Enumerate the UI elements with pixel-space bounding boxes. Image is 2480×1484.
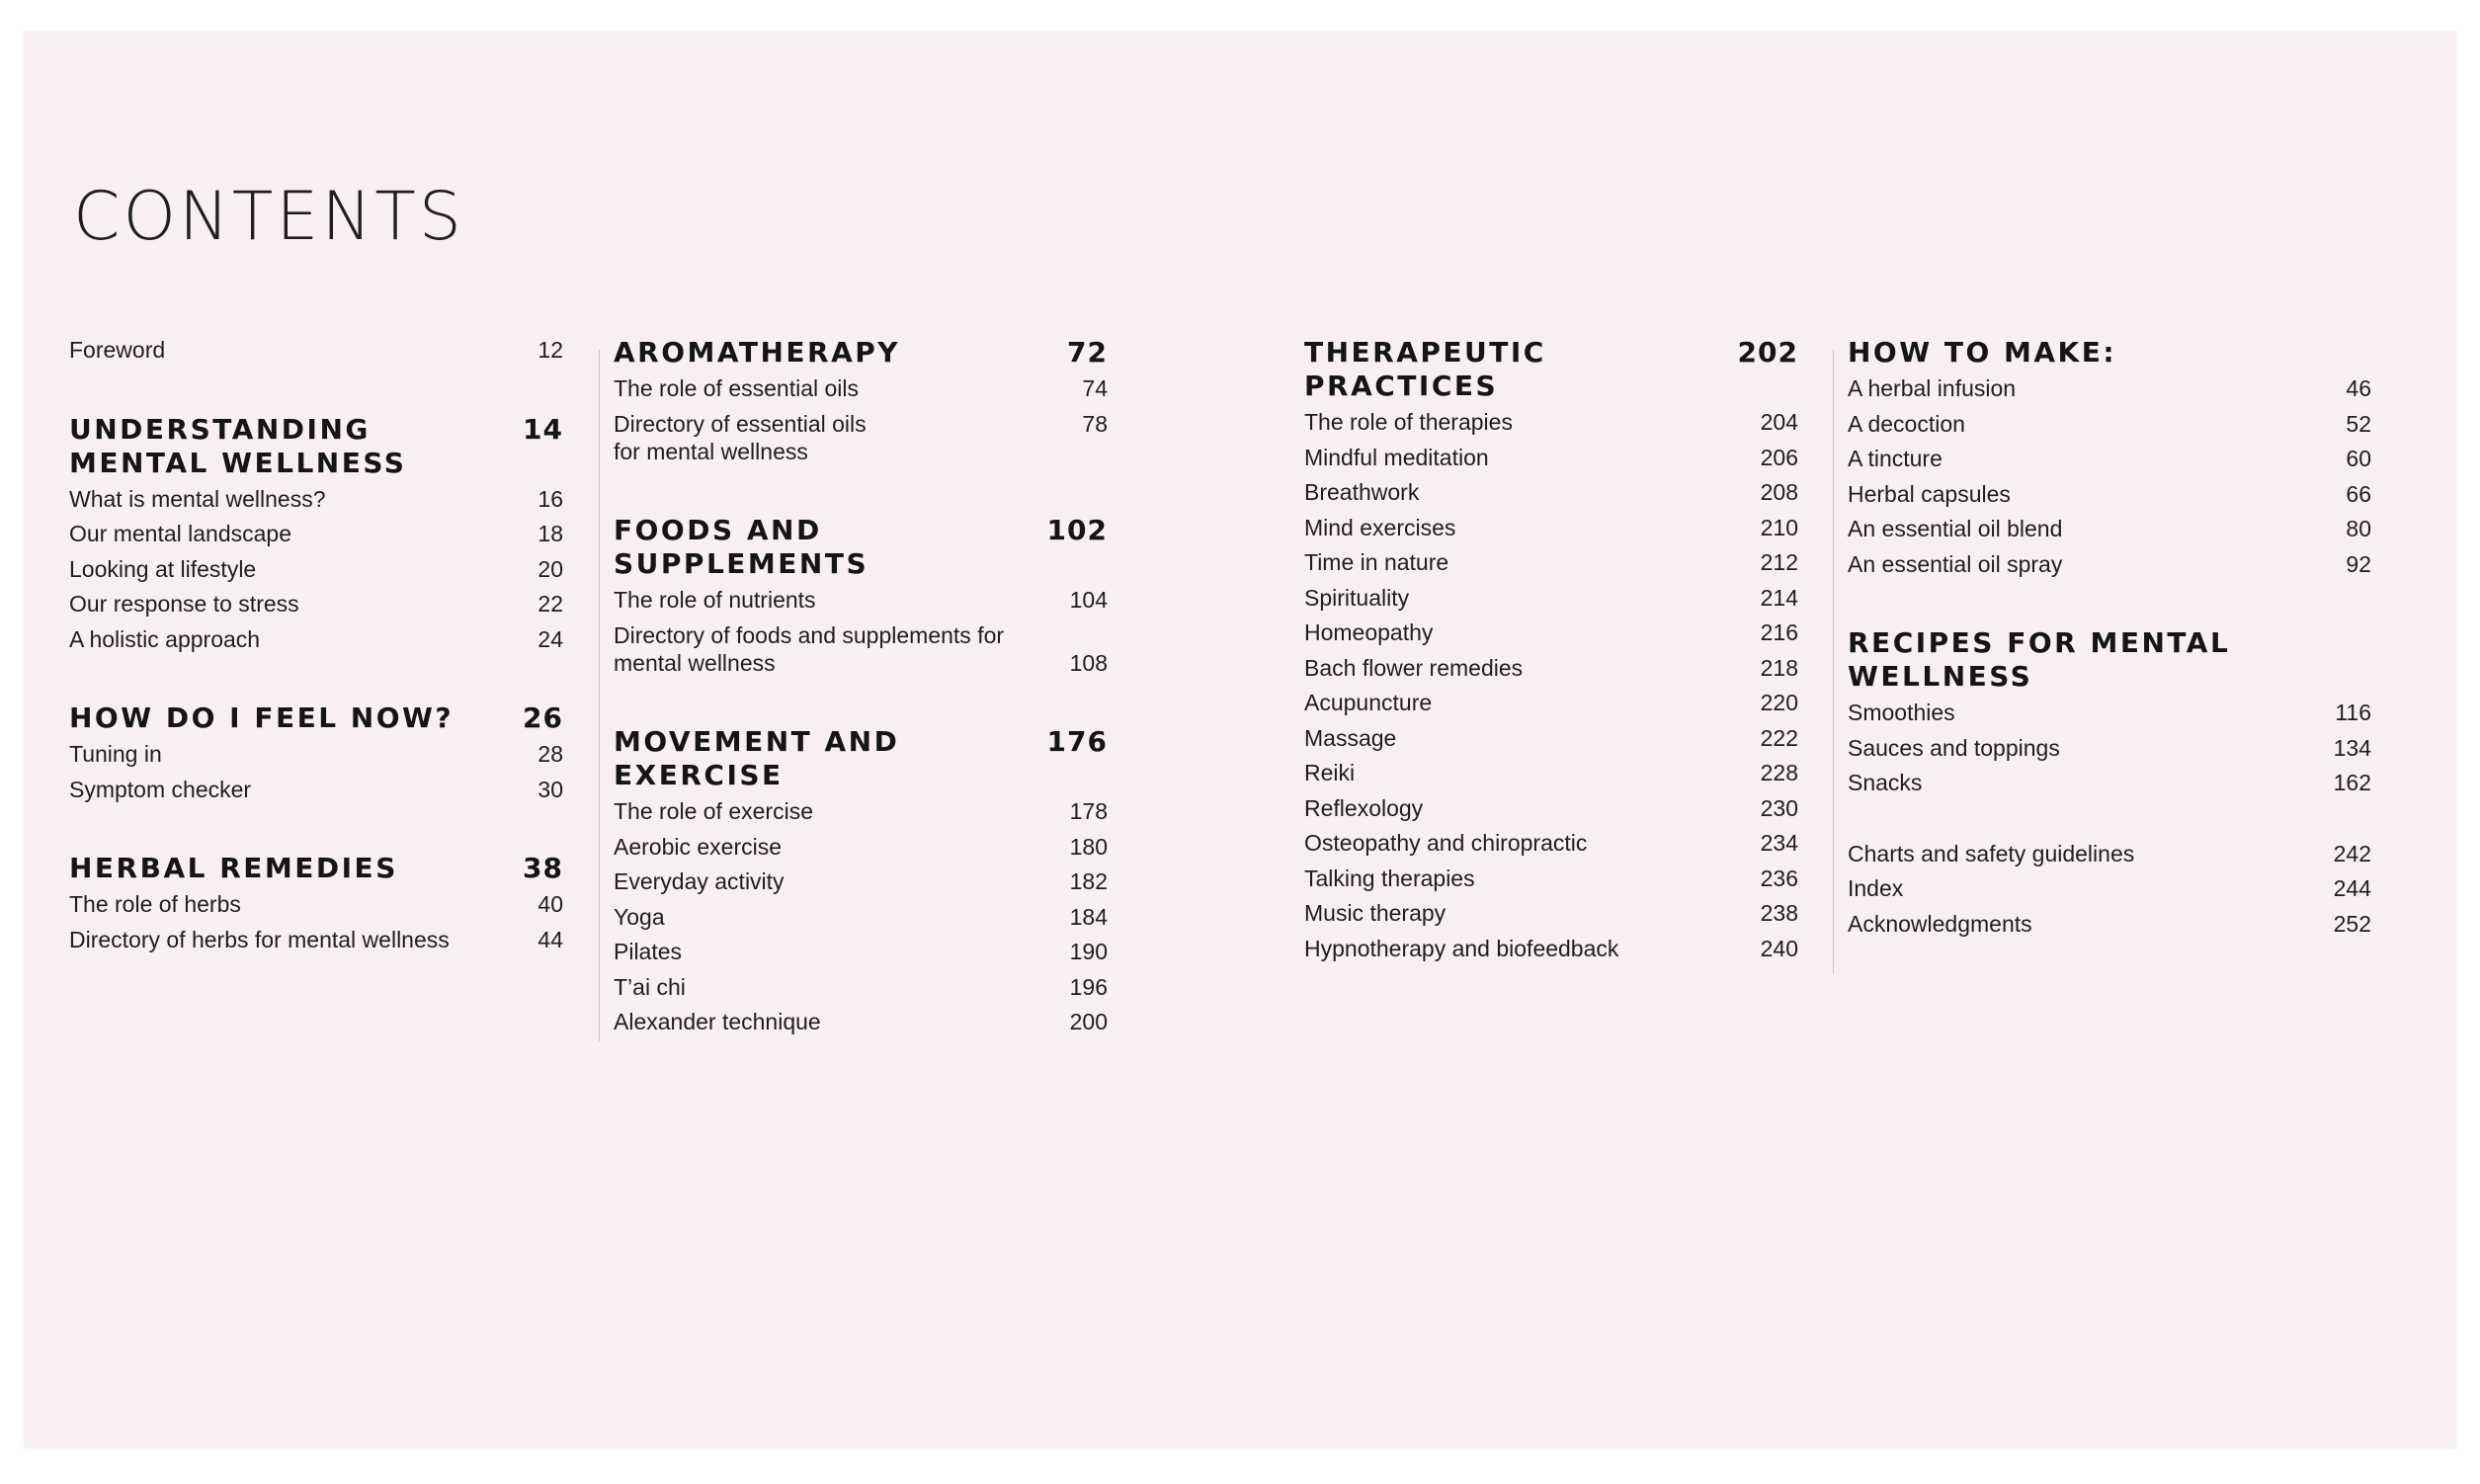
entry-page-number: 206: [1760, 444, 1798, 470]
section-title: RECIPES FOR MENTAL WELLNESS: [1848, 626, 2231, 693]
toc-entry[interactable]: [1848, 910, 2371, 938]
toc-entry[interactable]: [614, 867, 1108, 895]
entry-title: Our response to stress: [69, 591, 299, 617]
section-heading[interactable]: [614, 336, 1108, 370]
toc-entry[interactable]: [1304, 865, 1798, 892]
section-title: THERAPEUTIC PRACTICES: [1304, 336, 1546, 402]
entry-page-number: 238: [1760, 900, 1798, 926]
entry-page-number: 182: [1069, 868, 1108, 894]
section-title: FOODS AND SUPPLEMENTS: [614, 514, 869, 580]
entry-title: Symptom checker: [69, 776, 252, 802]
entry-title: Charts and safety guidelines: [1848, 840, 2135, 866]
entry-title: An essential oil blend: [1848, 516, 2063, 541]
entry-title: Everyday activity: [614, 868, 785, 894]
entry-page-number: 18: [537, 521, 563, 546]
entry-page-number: 20: [537, 555, 563, 582]
entry-title: The role of therapies: [1304, 409, 1513, 435]
entry-title: Smoothies: [1848, 700, 1955, 725]
toc-entry[interactable]: [1848, 874, 2371, 902]
toc-entry[interactable]: [1304, 724, 1798, 752]
entry-title: Index: [1848, 875, 1904, 901]
entry-title: Homeopathy: [1304, 619, 1434, 645]
toc-entry[interactable]: [614, 938, 1108, 965]
toc-entry[interactable]: [1304, 444, 1798, 471]
entry-page-number: 242: [2333, 840, 2371, 866]
toc-entry[interactable]: [1304, 584, 1798, 612]
entry-page-number: 40: [537, 891, 563, 917]
section-heading[interactable]: [614, 514, 1108, 581]
entry-title: Pilates: [614, 939, 683, 964]
section-gap: [69, 810, 563, 852]
toc-entry[interactable]: [1848, 699, 2371, 726]
entry-page-number: 244: [2333, 875, 2371, 901]
entry-title: T’ai chi: [614, 973, 686, 1000]
toc-entry[interactable]: [1304, 935, 1798, 962]
entry-page-number: 210: [1760, 514, 1798, 540]
entry-title: Foreword: [69, 337, 166, 363]
toc-column-3: [1304, 336, 1798, 969]
toc-entry[interactable]: [614, 621, 1108, 677]
section-heading[interactable]: [69, 852, 563, 885]
entry-title: Directory of essential oils for mental wellness: [614, 410, 867, 464]
toc-entry[interactable]: [614, 797, 1108, 825]
entry-page-number: 216: [1760, 619, 1798, 645]
section-page-number: 38: [523, 852, 563, 884]
toc-entry[interactable]: [614, 410, 1108, 465]
entry-title: Our mental landscape: [69, 521, 292, 546]
toc-entry[interactable]: [1304, 548, 1798, 576]
entry-page-number: 162: [2333, 770, 2371, 795]
section-heading[interactable]: [614, 725, 1108, 792]
entry-title: A holistic approach: [69, 625, 261, 652]
section-heading[interactable]: [69, 413, 563, 480]
entry-page-number: 234: [1760, 830, 1798, 856]
entry-title: Tuning in: [69, 741, 162, 767]
entry-page-number: 52: [2346, 410, 2371, 437]
section-page-number: 202: [1737, 336, 1798, 369]
toc-entry[interactable]: [1848, 480, 2371, 508]
entry-title: Alexander technique: [614, 1009, 821, 1034]
entry-page-number: 222: [1760, 724, 1798, 751]
toc-entry[interactable]: [1304, 689, 1798, 716]
section-title: UNDERSTANDING MENTAL WELLNESS: [69, 412, 407, 479]
toc-entry[interactable]: [69, 625, 563, 653]
toc-column-2: [614, 336, 1108, 1043]
section-gap: [614, 472, 1108, 514]
toc-entry[interactable]: [614, 903, 1108, 931]
entry-page-number: 240: [1760, 935, 1798, 961]
toc-entry[interactable]: [614, 1008, 1108, 1035]
entry-title: A decoction: [1848, 410, 1965, 437]
section-heading[interactable]: [1304, 336, 1798, 403]
entry-title: The role of nutrients: [614, 587, 816, 613]
toc-entry[interactable]: [614, 973, 1108, 1001]
entry-title: Osteopathy and chiropractic: [1304, 830, 1588, 856]
entry-page-number: 22: [537, 591, 563, 617]
toc-entry[interactable]: [1304, 829, 1798, 857]
section-title: MOVEMENT AND EXERCISE: [614, 725, 900, 791]
section-page-number: 14: [523, 412, 563, 446]
entry-page-number: 104: [1069, 587, 1108, 613]
entry-title: Reiki: [1304, 760, 1356, 785]
entry-title: Acupuncture: [1304, 690, 1433, 715]
section-gap: [614, 684, 1108, 725]
toc-entry[interactable]: [69, 336, 563, 364]
entry-title: Mind exercises: [1304, 514, 1456, 540]
entry-page-number: 180: [1069, 833, 1108, 860]
entry-title: Reflexology: [1304, 794, 1424, 821]
entry-page-number: 80: [2346, 516, 2371, 541]
entry-title: Directory of foods and supplements for mental wellness: [614, 621, 1005, 676]
toc-entry[interactable]: [1848, 550, 2371, 578]
entry-page-number: 60: [2346, 446, 2371, 471]
toc-entry[interactable]: [69, 555, 563, 583]
toc-entry[interactable]: [69, 590, 563, 618]
entry-page-number: 208: [1760, 479, 1798, 505]
entry-page-number: 28: [537, 741, 563, 767]
entry-title: Breathwork: [1304, 479, 1420, 505]
section-title: AROMATHERAPY: [614, 336, 901, 369]
section-page-number: 26: [523, 701, 563, 734]
toc-entry[interactable]: [1304, 654, 1798, 682]
entry-title: An essential oil spray: [1848, 550, 2063, 577]
toc-entry[interactable]: [1848, 734, 2371, 762]
page-title: CONTENTS: [73, 178, 464, 256]
toc-column-4: [1848, 336, 2371, 945]
entry-title: A herbal infusion: [1848, 375, 2017, 401]
column-divider-left: [599, 350, 600, 1041]
toc-entry[interactable]: [69, 890, 563, 918]
entry-page-number: 92: [2346, 550, 2371, 577]
entry-page-number: 108: [1069, 649, 1108, 676]
entry-page-number: 116: [2335, 700, 2371, 725]
entry-title: Talking therapies: [1304, 865, 1475, 891]
entry-page-number: 252: [2333, 910, 2371, 937]
section-heading[interactable]: [1848, 626, 2371, 694]
entry-title: Aerobic exercise: [614, 833, 783, 860]
toc-entry[interactable]: [1848, 445, 2371, 472]
entry-title: Bach flower remedies: [1304, 654, 1524, 681]
entry-page-number: 66: [2346, 480, 2371, 507]
section-page-number: 102: [1046, 514, 1108, 546]
section-title: HERBAL REMEDIES: [69, 852, 398, 884]
entry-page-number: 44: [537, 926, 563, 952]
entry-page-number: 196: [1069, 973, 1108, 1000]
entry-page-number: 24: [537, 625, 563, 652]
entry-title: A tincture: [1848, 446, 1943, 471]
entry-page-number: 236: [1760, 865, 1798, 891]
entry-title: Snacks: [1848, 770, 1923, 795]
toc-entry[interactable]: [1848, 374, 2371, 402]
entry-page-number: 30: [537, 776, 563, 802]
toc-entry[interactable]: [1304, 408, 1798, 436]
toc-entry[interactable]: [1848, 515, 2371, 542]
section-title: HOW TO MAKE:: [1848, 336, 2117, 369]
entry-page-number: 74: [1082, 375, 1108, 401]
toc-entry[interactable]: [614, 833, 1108, 861]
entry-page-number: 178: [1069, 798, 1108, 824]
section-title: HOW DO I FEEL NOW?: [69, 701, 455, 734]
toc-entry[interactable]: [69, 776, 563, 803]
toc-entry[interactable]: [1304, 794, 1798, 822]
entry-page-number: 184: [1069, 903, 1108, 930]
entry-title: Massage: [1304, 724, 1397, 751]
entry-page-number: 220: [1760, 690, 1798, 715]
entry-title: Time in nature: [1304, 549, 1449, 575]
toc-entry[interactable]: [1304, 759, 1798, 786]
entry-title: Music therapy: [1304, 900, 1447, 926]
entry-title: Looking at lifestyle: [69, 555, 257, 582]
entry-title: Spirituality: [1304, 584, 1410, 611]
toc-entry[interactable]: [1304, 514, 1798, 541]
toc-entry[interactable]: [1848, 840, 2371, 867]
toc-entry[interactable]: [1304, 478, 1798, 506]
column-divider-right: [1833, 350, 1834, 974]
entry-title: What is mental wellness?: [69, 485, 326, 512]
section-gap: [1848, 585, 2371, 626]
toc-column-1: [69, 336, 563, 960]
section-heading[interactable]: [69, 701, 563, 735]
entry-page-number: 16: [537, 485, 563, 512]
entry-page-number: 214: [1760, 584, 1798, 611]
entry-page-number: 46: [2346, 375, 2371, 401]
section-page-number: 176: [1046, 725, 1108, 758]
section-gap: [1848, 804, 2371, 840]
toc-entry[interactable]: [614, 374, 1108, 402]
section-gap: [69, 371, 563, 413]
entry-page-number: 190: [1069, 939, 1108, 964]
entry-page-number: 228: [1760, 760, 1798, 785]
toc-entry[interactable]: [69, 520, 563, 547]
entry-page-number: 212: [1760, 549, 1798, 575]
entry-page-number: 218: [1760, 654, 1798, 681]
entry-page-number: 204: [1760, 409, 1798, 435]
entry-title: Mindful meditation: [1304, 444, 1489, 470]
entry-title: The role of herbs: [69, 891, 241, 917]
entry-page-number: 134: [2333, 734, 2371, 761]
entry-title: Yoga: [614, 903, 665, 930]
toc-entry[interactable]: [1848, 769, 2371, 796]
entry-page-number: 200: [1069, 1009, 1108, 1034]
entry-title: The role of exercise: [614, 798, 813, 824]
toc-entry[interactable]: [69, 485, 563, 513]
entry-title: Hypnotherapy and biofeedback: [1304, 935, 1619, 961]
toc-entry[interactable]: [1304, 618, 1798, 646]
entry-title: The role of essential oils: [614, 375, 860, 401]
toc-entry[interactable]: [69, 740, 563, 768]
entry-page-number: 78: [1082, 410, 1108, 437]
toc-entry[interactable]: [614, 586, 1108, 614]
entry-page-number: 12: [537, 337, 563, 363]
entry-title: Directory of herbs for mental wellness: [69, 926, 450, 952]
entry-title: Sauces and toppings: [1848, 734, 2060, 761]
toc-entry[interactable]: [69, 926, 563, 953]
section-gap: [69, 660, 563, 701]
toc-entry[interactable]: [1848, 410, 2371, 438]
section-heading[interactable]: [1848, 336, 2371, 370]
toc-entry[interactable]: [1304, 899, 1798, 927]
entry-title: Herbal capsules: [1848, 480, 2011, 507]
section-page-number: 72: [1067, 336, 1108, 369]
entry-page-number: 230: [1760, 794, 1798, 821]
entry-title: Acknowledgments: [1848, 910, 2032, 937]
